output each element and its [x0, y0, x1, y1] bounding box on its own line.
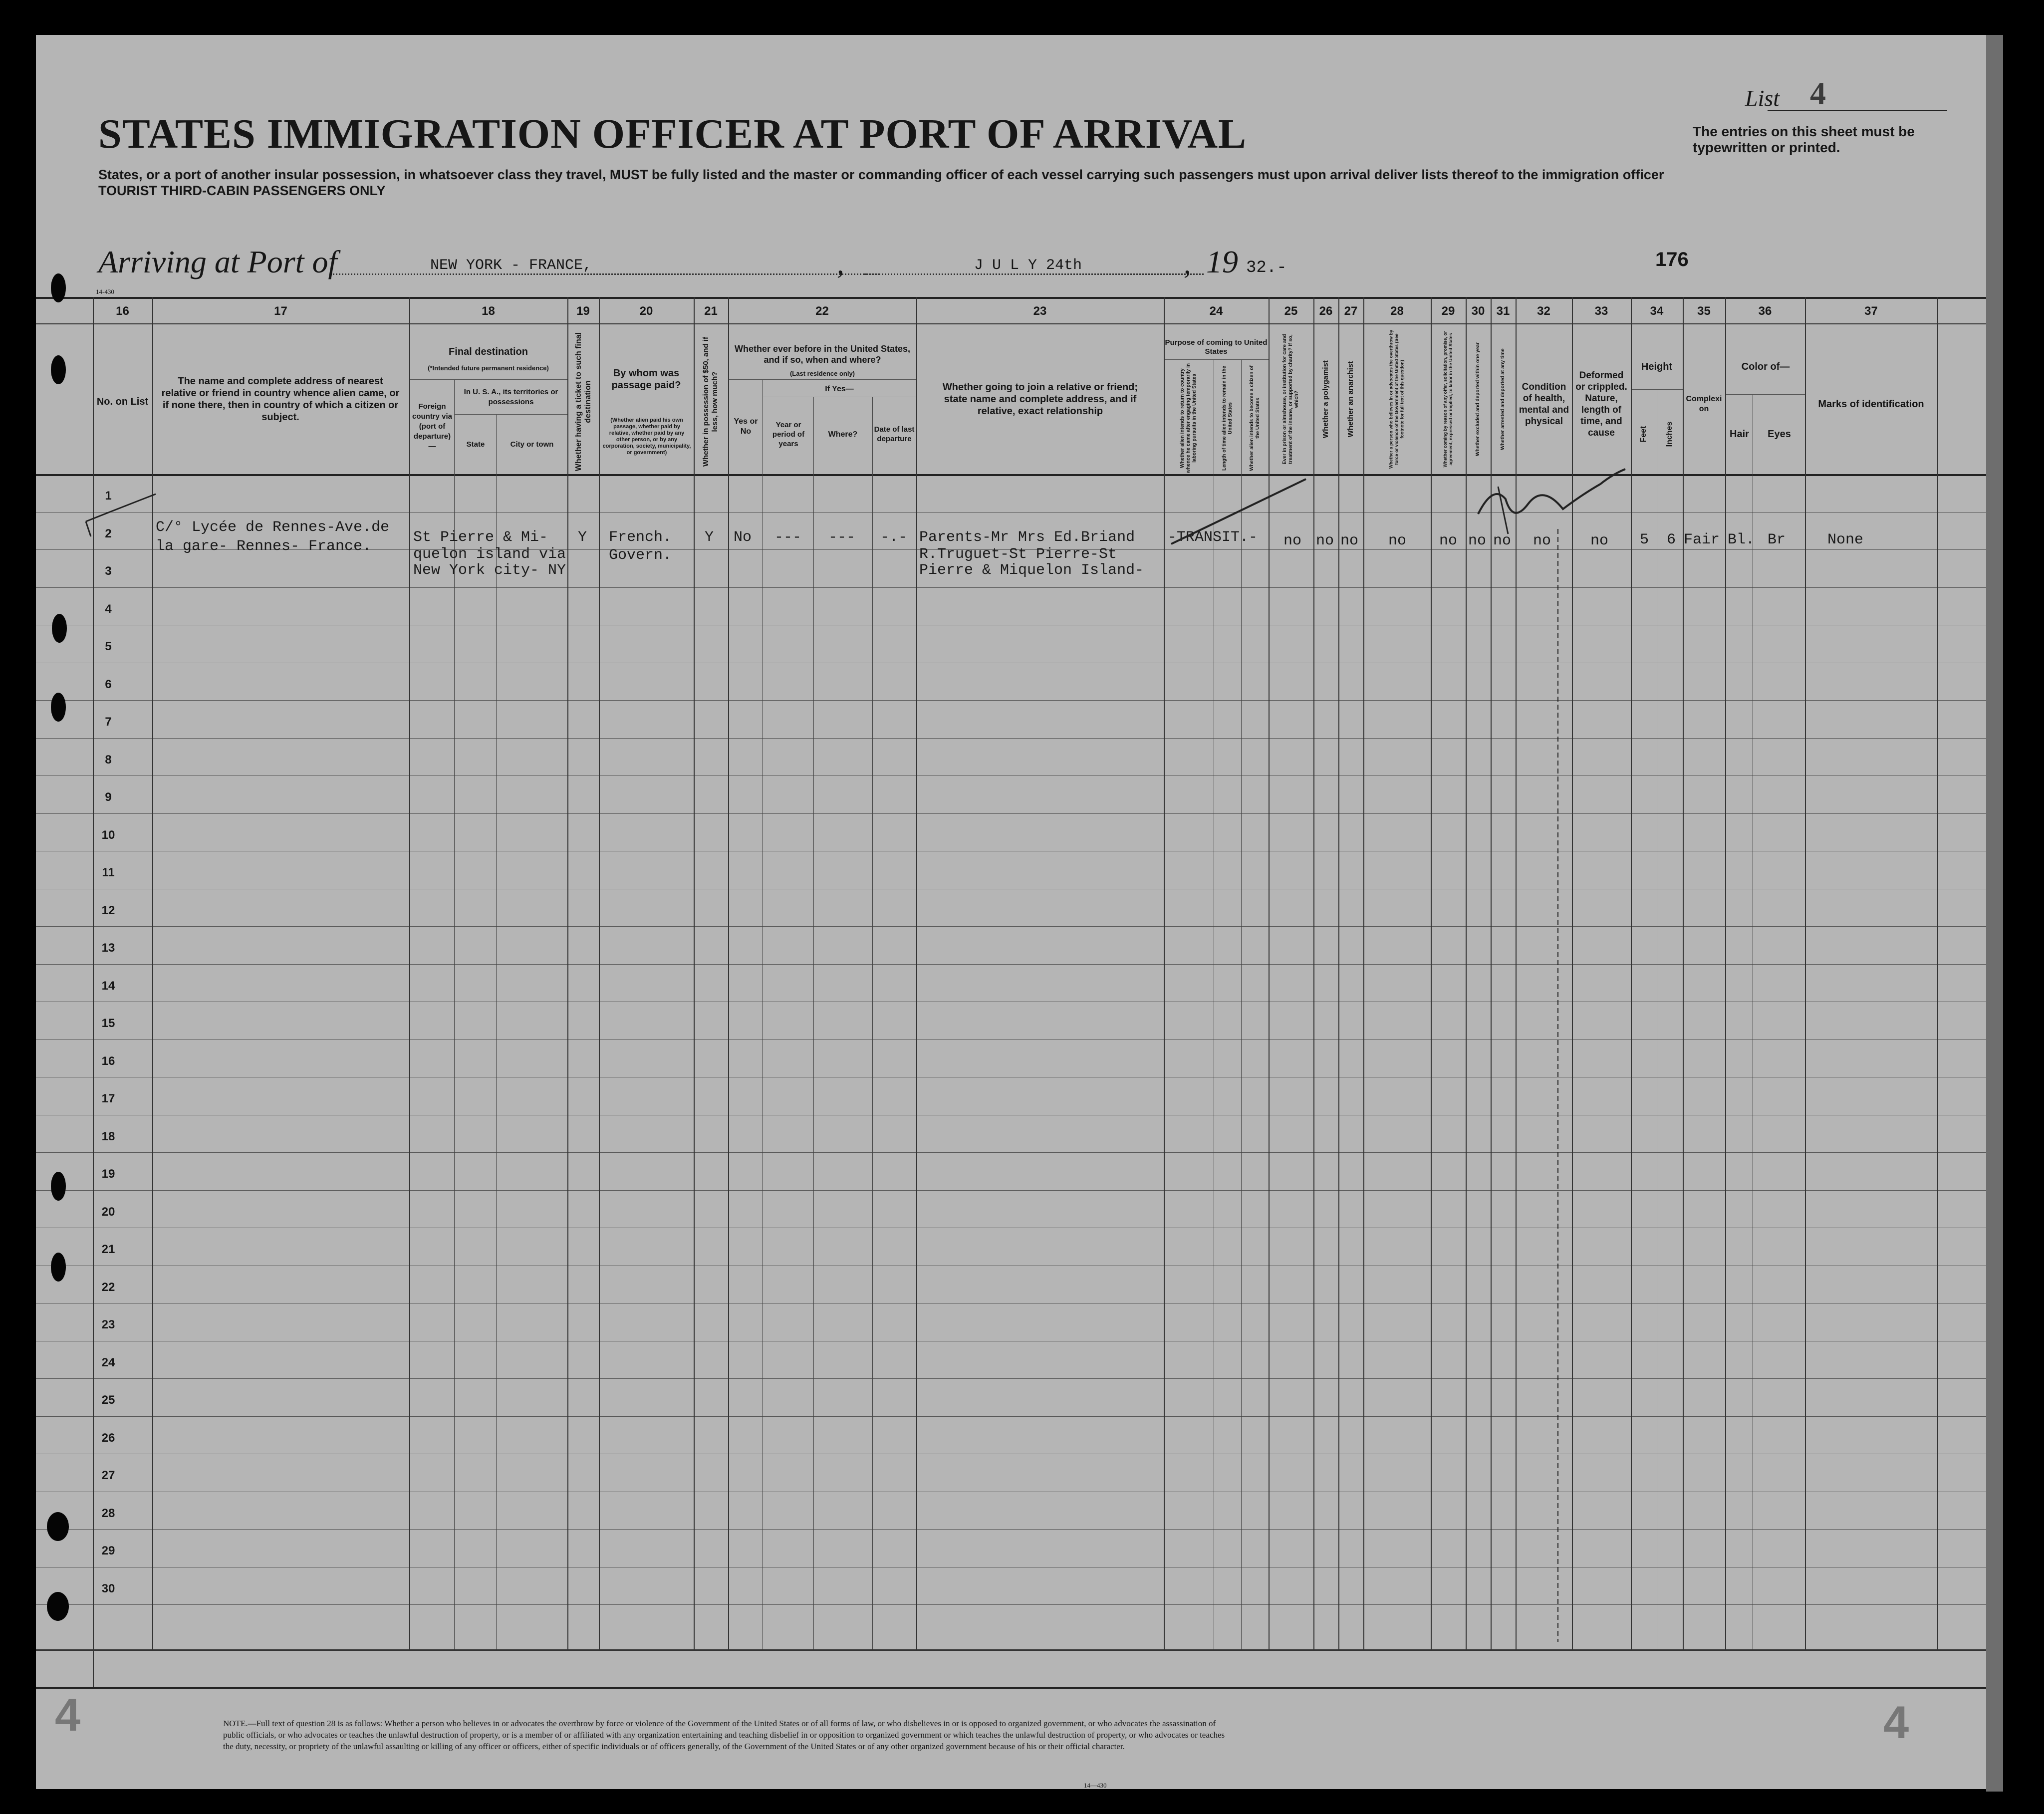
heading-prison: Ever in prison or almshouse, or institution for care and treatment of the insane, or supported by charity? If so, which?	[1282, 334, 1299, 465]
binder-hole	[51, 1253, 66, 1282]
heading-excluded: Whether excluded and deported within one year	[1475, 342, 1481, 456]
heading-anarchist: Whether an anarchist	[1346, 361, 1355, 438]
row-number: 5	[105, 640, 112, 653]
column-number: 25	[1284, 304, 1298, 318]
column-number: 18	[482, 304, 495, 318]
heading-height: Height	[1641, 361, 1673, 372]
entry-overthrow: no	[1388, 532, 1407, 549]
date-value: J U L Y 24th	[974, 257, 1082, 274]
initials-scribble	[1498, 487, 1508, 534]
column-number: 29	[1441, 304, 1455, 318]
heading-inches: Inches	[1665, 421, 1674, 447]
heading-last-residence: (Last residence only)	[789, 369, 855, 377]
row-number: 27	[101, 1469, 115, 1482]
page-edge	[1986, 35, 2003, 1792]
checkmark-stroke	[86, 521, 91, 536]
row-number: 15	[101, 1017, 115, 1030]
binder-hole	[51, 1172, 66, 1201]
entry-prison: no	[1283, 532, 1302, 549]
heading-deformed: Deformed or crippled. Nature, length of time, and cause	[1575, 370, 1627, 438]
entry-destination-line1: St Pierre & Mi-	[413, 529, 548, 546]
heading-purpose-length: Length of time alien intends to remain in the United States	[1222, 366, 1233, 471]
heading-arrested: Whether arrested and deported at any time	[1500, 348, 1506, 450]
heading-relative-address: The name and complete address of nearest relative or friend in country whence alien came, or if none there, then in country of which a citizen or subject.	[161, 376, 400, 423]
entry-deformed: no	[1590, 532, 1609, 549]
entry-passage-line1: French.	[609, 529, 672, 546]
entry-complexion: Fair	[1684, 531, 1720, 548]
entry-offer: no	[1439, 532, 1458, 549]
comma: ,	[1184, 248, 1191, 280]
heading-passage-paid: By whom was passage paid?	[611, 368, 681, 391]
column-number: 21	[704, 304, 718, 318]
arriving-label: Arriving at Port of	[98, 244, 337, 279]
entry-where: ---	[828, 529, 856, 546]
row-number: 20	[101, 1205, 115, 1219]
entry-hair: Bl.	[1728, 531, 1755, 548]
heading-polygamist: Whether a polygamist	[1321, 360, 1330, 438]
entry-eyes: Br	[1768, 531, 1786, 548]
heading-state: State	[466, 440, 485, 449]
row-number: 11	[102, 866, 115, 879]
heading-overthrow: Whether a person who believes in or advocates the overthrow by force or violence of the Government of the United States (See footnote for full text of this question)	[1388, 329, 1405, 469]
row-number: 29	[101, 1544, 115, 1557]
row-number: 9	[105, 790, 112, 804]
heading-foreign-country: Foreign country via (port of departure)—	[412, 402, 453, 451]
heading-final-destination-note: (*Intended future permanent residence)	[428, 364, 549, 372]
comma: ,	[837, 248, 844, 280]
entry-ticket: Y	[578, 529, 587, 546]
column-number: 22	[815, 304, 829, 318]
footnote-code: 14—430	[1084, 1782, 1107, 1789]
page-number: 176	[1655, 249, 1689, 270]
row-number: 18	[101, 1130, 115, 1143]
entry-ever-before: No	[734, 529, 752, 546]
heading-health: Condition of health, mental and physical	[1519, 382, 1569, 427]
heading-if-yes: If Yes—	[825, 384, 854, 393]
page-title: STATES IMMIGRATION OFFICER AT PORT OF ARRIVAL	[98, 111, 1247, 157]
row-number: 21	[101, 1243, 115, 1256]
binder-hole	[51, 693, 66, 722]
entry-health: no	[1533, 532, 1551, 549]
entry-date-last-departure: -.-	[880, 529, 908, 546]
heading-color-of: Color of—	[1741, 361, 1790, 372]
row-number: 22	[101, 1281, 115, 1294]
row-number: 16	[101, 1054, 115, 1068]
row-number: 3	[105, 564, 112, 578]
entry-anarchist: no	[1340, 532, 1359, 549]
heading-hair: Hair	[1730, 429, 1749, 440]
column-number: 35	[1697, 304, 1711, 318]
heading-join-relative: Whether going to join a relative or friend; state name and complete address, and if relative, exact relationship	[942, 382, 1138, 417]
entry-destination-line3: New York city- NY	[413, 562, 566, 579]
row-number: 25	[101, 1393, 115, 1407]
row-number: 7	[105, 715, 112, 729]
pen-stroke	[1171, 479, 1306, 544]
heading-purpose-citizen: Whether alien intends to become a citizen of the United States	[1249, 365, 1261, 471]
heading-eyes: Eyes	[1768, 429, 1791, 440]
row-number: 1	[105, 489, 112, 503]
entry-year-period: ---	[774, 529, 802, 546]
heading-date-last-departure: Date of last departure	[874, 425, 915, 443]
subtitle: States, or a port of another insular possession, in whatsoever class they travel, MUST be fully listed and the master or commanding officer of each vessel carrying such passengers must upon arrival deliver lists thereof to the immigration officer	[98, 167, 1664, 182]
column-number: 34	[1650, 304, 1664, 318]
row-number: 14	[101, 979, 115, 993]
row-number: 24	[101, 1356, 115, 1369]
row-number: 28	[101, 1507, 115, 1520]
form-code: 14-430	[96, 288, 114, 295]
footnote: NOTE.—Full text of question 28 is as follows: Whether a person who believes in or advocates the overthrow by force or violence of the Government of the United States or of all forms of law, or who disbelieves in or is opposed to organized government, or who advocates the assassination of public officials, or who advocates or teaches the unlawful destruction of property, or is a member of or affiliated with any organization entertaining and teaching disbelief in or opposition to organized government or which teaches the unlawful destruction of property, or who advocates or teaches the duty, necessity, or propriety of the unlawful assaulting or killing of any officer or officers, either of specific individuals or of officers generally, of the Government of the United States or of any other organized government because of his or their official character.	[223, 1719, 1225, 1751]
column-number: 27	[1344, 304, 1358, 318]
row-number: 4	[105, 602, 112, 616]
entry-possession-50: Y	[705, 529, 714, 546]
row-number: 2	[105, 527, 112, 540]
column-number: 32	[1537, 304, 1550, 318]
entry-marks: None	[1827, 531, 1864, 548]
year-prefix: 19	[1206, 244, 1238, 279]
entry-passage-line2: Govern.	[609, 547, 672, 564]
row-number: 13	[101, 941, 115, 955]
column-number: 16	[116, 304, 129, 318]
heading-city-or-town: City or town	[510, 440, 554, 449]
binder-hole	[47, 1592, 69, 1621]
heading-purpose: Purpose of coming to United States	[1165, 338, 1268, 356]
row-number: 30	[101, 1582, 115, 1595]
heading-year-period: Year or period of years	[772, 420, 805, 448]
heading-no-on-list: No. on List	[96, 396, 149, 407]
initials-scribble	[1478, 469, 1625, 514]
heading-final-destination: Final destination	[449, 346, 528, 357]
heading-passage-paid-note: (Whether alien paid his own passage, whether paid by relative, whether paid by any other person, or by any corporation, society, municipality, or government)	[602, 417, 691, 456]
column-number: 17	[274, 304, 287, 318]
list-number: 4	[1810, 75, 1826, 111]
row-number: 6	[105, 678, 112, 691]
stamp-left: 4	[55, 1690, 81, 1741]
entry-purpose: -TRANSIT.-	[1168, 529, 1258, 546]
heading-ever-before: Whether ever before in the United States, and if so, when and where?	[734, 343, 911, 365]
entry-inches: 6	[1667, 531, 1676, 548]
entry-relative-line2: la gare- Rennes- France.	[156, 538, 372, 555]
binder-hole	[47, 1512, 69, 1541]
column-number: 19	[576, 304, 590, 318]
row-number: 19	[101, 1167, 115, 1181]
entry-join-line2: R.Truguet-St Pierre-St	[919, 546, 1117, 563]
column-number: 26	[1319, 304, 1333, 318]
class-line: TOURIST THIRD-CABIN PASSENGERS ONLY	[98, 183, 386, 198]
entry-excluded: no	[1468, 532, 1487, 549]
entry-join-line3: Pierre & Miquelon Island-	[919, 562, 1144, 579]
column-number: 23	[1033, 304, 1047, 318]
stamp-right: 4	[1883, 1697, 1909, 1748]
entry-polygamist: no	[1316, 532, 1334, 549]
column-number: 24	[1209, 304, 1223, 318]
heading-in-usa: In U. S. A., its territories or possessions	[464, 388, 558, 406]
column-number: 31	[1496, 304, 1510, 318]
row-number: 26	[101, 1431, 115, 1445]
heading-purpose-return: Whether alien intends to return to country whence he came after engaging temporarily in laboring pursuits in the United States	[1180, 363, 1197, 474]
heading-where: Where?	[828, 430, 858, 439]
row-number: 8	[105, 753, 112, 767]
manifest-table	[36, 35, 1986, 1789]
column-number: 30	[1471, 304, 1485, 318]
row-number: 10	[101, 828, 115, 842]
year-suffix: 32.-	[1246, 259, 1287, 277]
row-number: 17	[101, 1092, 115, 1105]
checkmark-stroke	[86, 494, 156, 521]
entry-arrested: no	[1493, 532, 1512, 549]
typed-note: The entries on this sheet must be typewritten or printed.	[1693, 124, 1915, 155]
column-number: 33	[1594, 304, 1608, 318]
row-number: 12	[101, 904, 115, 917]
binder-hole	[52, 614, 67, 643]
entry-feet: 5	[1640, 531, 1649, 548]
heading-feet: Feet	[1639, 426, 1648, 443]
handwritten-marks	[36, 35, 1986, 1789]
heading-offer: Whether coming by reason of any offer, solicitation, promise, or agreement, expressed or implied, to labor in the United States	[1443, 331, 1453, 468]
heading-marks: Marks of identification	[1818, 399, 1924, 410]
entry-relative-line1: C/° Lycée de Rennes-Ave.de	[156, 519, 390, 536]
binder-hole	[51, 273, 66, 302]
heading-yes-or-no: Yes or No	[734, 417, 758, 436]
row-number: 23	[101, 1318, 115, 1331]
list-label: List	[1745, 85, 1780, 111]
column-number: 36	[1758, 304, 1772, 318]
column-number: 37	[1864, 304, 1878, 318]
heading-complexion: Complexion	[1686, 395, 1722, 413]
binder-hole	[51, 355, 66, 384]
manifest-sheet	[36, 35, 1986, 1789]
entry-join-line1: Parents-Mr Mrs Ed.Briand	[919, 529, 1135, 546]
column-number: 28	[1390, 304, 1404, 318]
column-number: 20	[639, 304, 653, 318]
entry-destination-line2: quelon island via	[413, 546, 566, 563]
port-value: NEW YORK - FRANCE,	[430, 257, 592, 274]
heading-possession-50: Whether in possession of $50, and if less, how much?	[702, 336, 719, 467]
heading-ticket: Whether having a ticket to such final destination	[574, 332, 592, 472]
